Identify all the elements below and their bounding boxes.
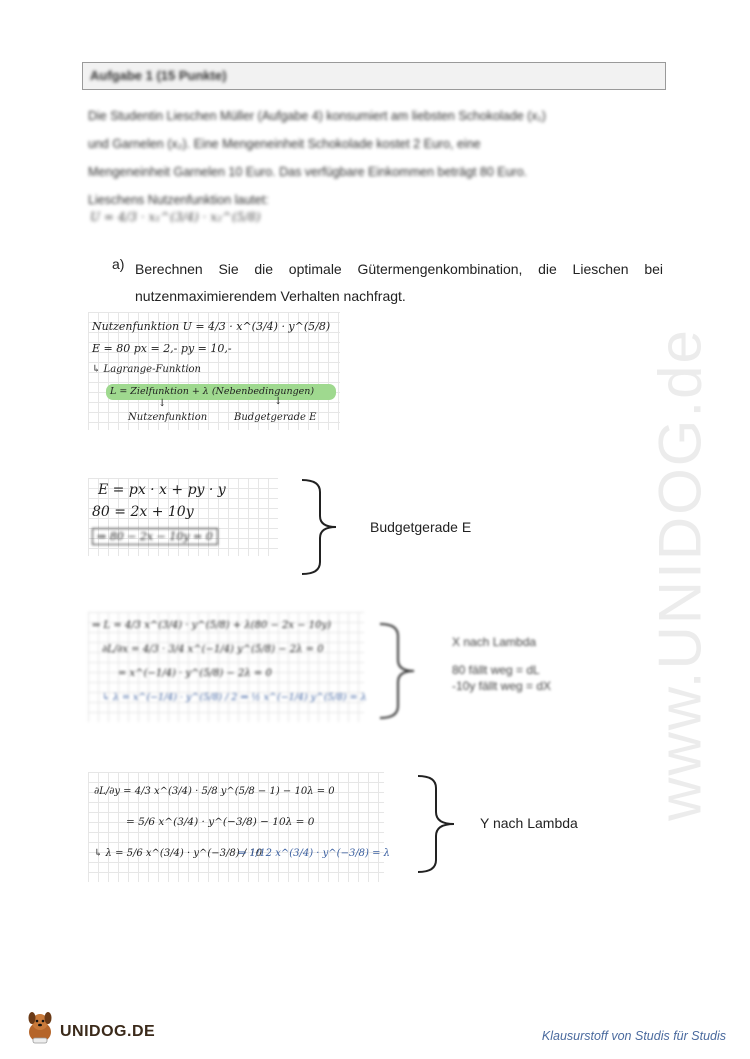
question-text: Berechnen Sie die optimale Gütermengenkombination, die Lieschen bei nutzenmaximierendem Verhalten nachfragt. [135, 261, 663, 304]
intro-line-1: Die Studentin Lieschen Müller (Aufgabe 4) konsumiert am liebsten Schokolade (x₁) [88, 109, 546, 123]
handwritten-note-1 [88, 312, 340, 430]
note1-line3: ↳ Lagrange-Funktion [92, 364, 201, 375]
brace-right-1 [300, 478, 344, 576]
note4-line1: ∂L/∂y = 4/3 x^(3/4) · 5/8 y^(5/8 − 1) − 10λ = 0 [94, 786, 335, 797]
label-x-nach-lambda [452, 634, 551, 694]
note2-line2: 80 = 2x + 10y [92, 504, 194, 520]
note3-line1: ⇒ L = 4/3 x^(3/4) · y^(5/8) + λ(80 − 2x − 10y) [92, 620, 332, 631]
note1-line5a: Nutzenfunktion [128, 412, 208, 423]
task-title: Aufgabe 1 (15 Punkte) [90, 68, 227, 83]
dog-logo-icon [22, 1010, 58, 1051]
handwritten-note-4 [88, 772, 391, 882]
intro-line-3: Mengeneinheit Garnelen 10 Euro. Das verfügbare Einkommen beträgt 80 Euro. [88, 165, 528, 179]
utility-formula: U = 4/3 · x₁^(3/4) · x₂^(5/8) [90, 210, 261, 224]
brace-right-3 [416, 774, 462, 874]
label-x-line3: -10y fällt weg = dX [452, 679, 552, 693]
handwritten-note-2 [88, 478, 278, 556]
note4-line2: = 5/6 x^(3/4) · y^(−3/8) − 10λ = 0 [126, 816, 315, 828]
note1-line1: Nutzenfunktion U = 4/3 · x^(3/4) · y^(5/8) [92, 320, 331, 333]
note4-line3b: ⇒ 1/12 x^(3/4) · y^(−3/8) = λ [238, 848, 391, 859]
note3-line4: ↳ λ = x^(−1/4) · y^(5/8) / 2 ⇒ ½ x^(−1/4) y^(5/8) = λ [102, 692, 367, 703]
label-y-nach-lambda: Y nach Lambda [480, 815, 578, 831]
watermark: www.UNIDOG.de [646, 328, 714, 821]
task-intro [88, 102, 668, 214]
note1-line2: E = 80 px = 2,- py = 10,- [92, 342, 232, 355]
note1-line4: L = Zielfunktion + λ (Nebenbedingungen) [110, 386, 315, 397]
intro-line-2: und Garnelen (x₂). Eine Mengeneinheit Schokolade kostet 2 Euro, eine [88, 137, 481, 151]
note1-line5b: Budgetgerade E [234, 412, 317, 423]
note1-arrow-left: ↓ [158, 398, 167, 409]
note3-line3: = x^(−1/4) · y^(5/8) − 2λ = 0 [118, 668, 272, 679]
footer-tagline: Klausurstoff von Studis für Studis [541, 1029, 726, 1043]
footer-logo-text: UNIDOG.DE [60, 1023, 156, 1040]
question-label: a) [112, 256, 125, 272]
note2-line3: ⇒ 80 − 2x − 10y = 0 [92, 528, 218, 545]
note4-line3a: ↳ λ = 5/6 x^(3/4) · y^(−3/8) / 10 [94, 848, 263, 859]
note3-line2: ∂L/∂x = 4/3 · 3/4 x^(−1/4) y^(5/8) − 2λ = 0 [102, 644, 324, 655]
brace-right-2 [378, 622, 422, 720]
label-x-line2: 80 fällt weg = dL [452, 663, 540, 677]
intro-line-4: Lieschens Nutzenfunktion lautet: [88, 193, 269, 207]
label-budgetgerade: Budgetgerade E [370, 519, 472, 535]
note2-line1: E = px · x + py · y [98, 482, 226, 498]
note1-arrow-right: ↓ [274, 396, 283, 407]
label-x-line1: X nach Lambda [452, 635, 537, 649]
handwritten-note-3 [88, 612, 367, 722]
